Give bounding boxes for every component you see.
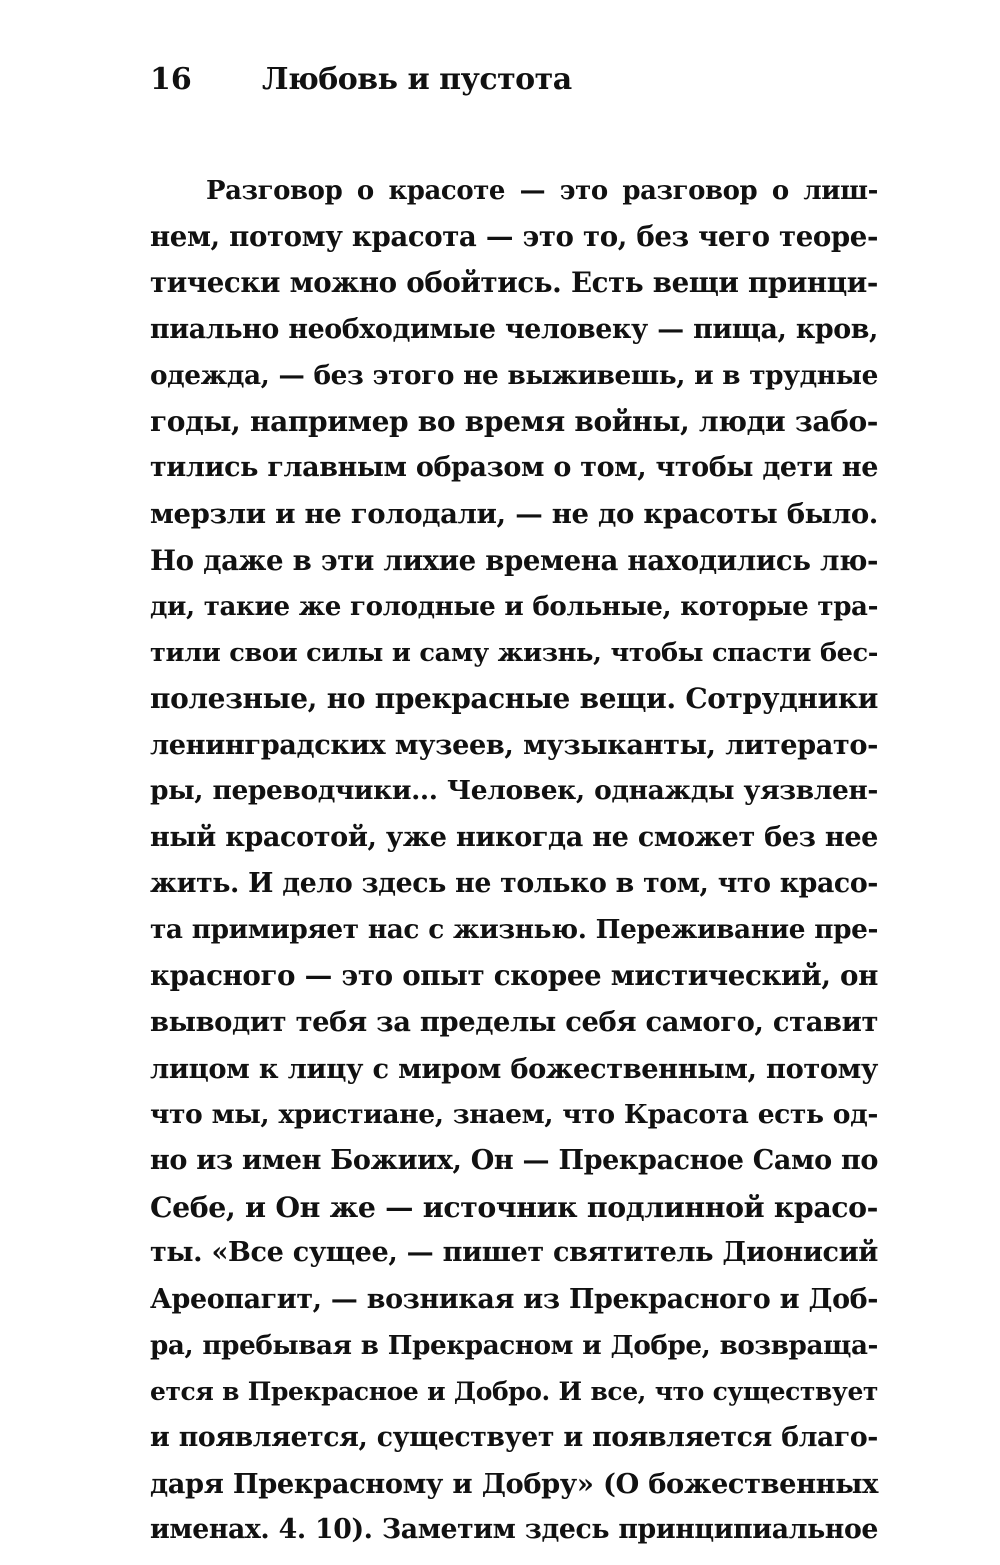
text-line: мерзли и не голодали, — не до красоты было.: [150, 498, 878, 531]
text-line: лицом к лицу с миром божественным, потому: [150, 1052, 878, 1085]
text-line: ется в Прекрасное и Добро. И все, что существует: [150, 1376, 878, 1406]
text-line: красного — это опыт скорее мистический, он: [150, 959, 878, 993]
text-line: и появляется, существует и появляется благо-: [150, 1422, 878, 1454]
text-line: та примиряет нас с жизнью. Переживание пре-: [150, 914, 878, 945]
text-line: тили свои силы и саму жизнь, чтобы спасти бес-: [150, 637, 878, 668]
text-line: Себе, и Он же — источник подлинной красо-: [150, 1190, 878, 1225]
running-head: [150, 60, 880, 100]
text-line: именах. 4. 10). Заметим здесь принципиальное: [150, 1514, 878, 1546]
text-line: ры, переводчики... Человек, однажды уязвлен-: [150, 775, 878, 807]
text-line: ты. «Все сущее, — пишет святитель Дионисий: [150, 1237, 878, 1269]
text-line: годы, например во время войны, люди забо-: [150, 404, 878, 438]
text-line: Ареопагит, — возникая из Прекрасного и Доб-: [150, 1283, 878, 1315]
text-line: ди, такие же голодные и больные, которые тра-: [150, 590, 878, 622]
page-number: 16: [150, 62, 192, 97]
text-line: одежда, — без этого не выживешь, и в трудные: [150, 359, 878, 391]
text-line: выводит тебя за пределы себя самого, ставит: [150, 1006, 878, 1039]
text-line: ленинградских музеев, музыканты, литерато-: [150, 729, 878, 762]
text-line: Разговор о красоте — это разговор о лиш-: [206, 176, 878, 206]
text-line: Но даже в эти лихие времена находились лю-: [150, 543, 878, 577]
text-line: тически можно обойтись. Есть вещи принци-: [150, 266, 878, 300]
text-line: полезные, но прекрасные вещи. Сотрудники: [150, 682, 878, 716]
text-line: нем, потому красота — это то, без чего теоре-: [150, 220, 878, 254]
book-title: Любовь и пустота: [262, 62, 572, 97]
text-line: ный красотой, уже никогда не сможет без нее: [150, 821, 878, 853]
text-line: но из имен Божиих, Он — Прекрасное Само по: [150, 1144, 878, 1176]
body-paragraph: [150, 168, 878, 1554]
text-line: пиально необходимые человеку — пища, кров,: [150, 313, 878, 345]
text-line: жить. И дело здесь не только в том, что красо-: [150, 867, 878, 899]
text-line: что мы, христиане, знаем, что Красота есть од-: [150, 1098, 878, 1130]
text-line: ра, пребывая в Прекрасном и Добре, возвраща-: [150, 1329, 878, 1361]
text-line: даря Прекрасному и Добру» (О божественных: [150, 1468, 878, 1501]
text-line: тились главным образом о том, чтобы дети не: [150, 452, 878, 484]
